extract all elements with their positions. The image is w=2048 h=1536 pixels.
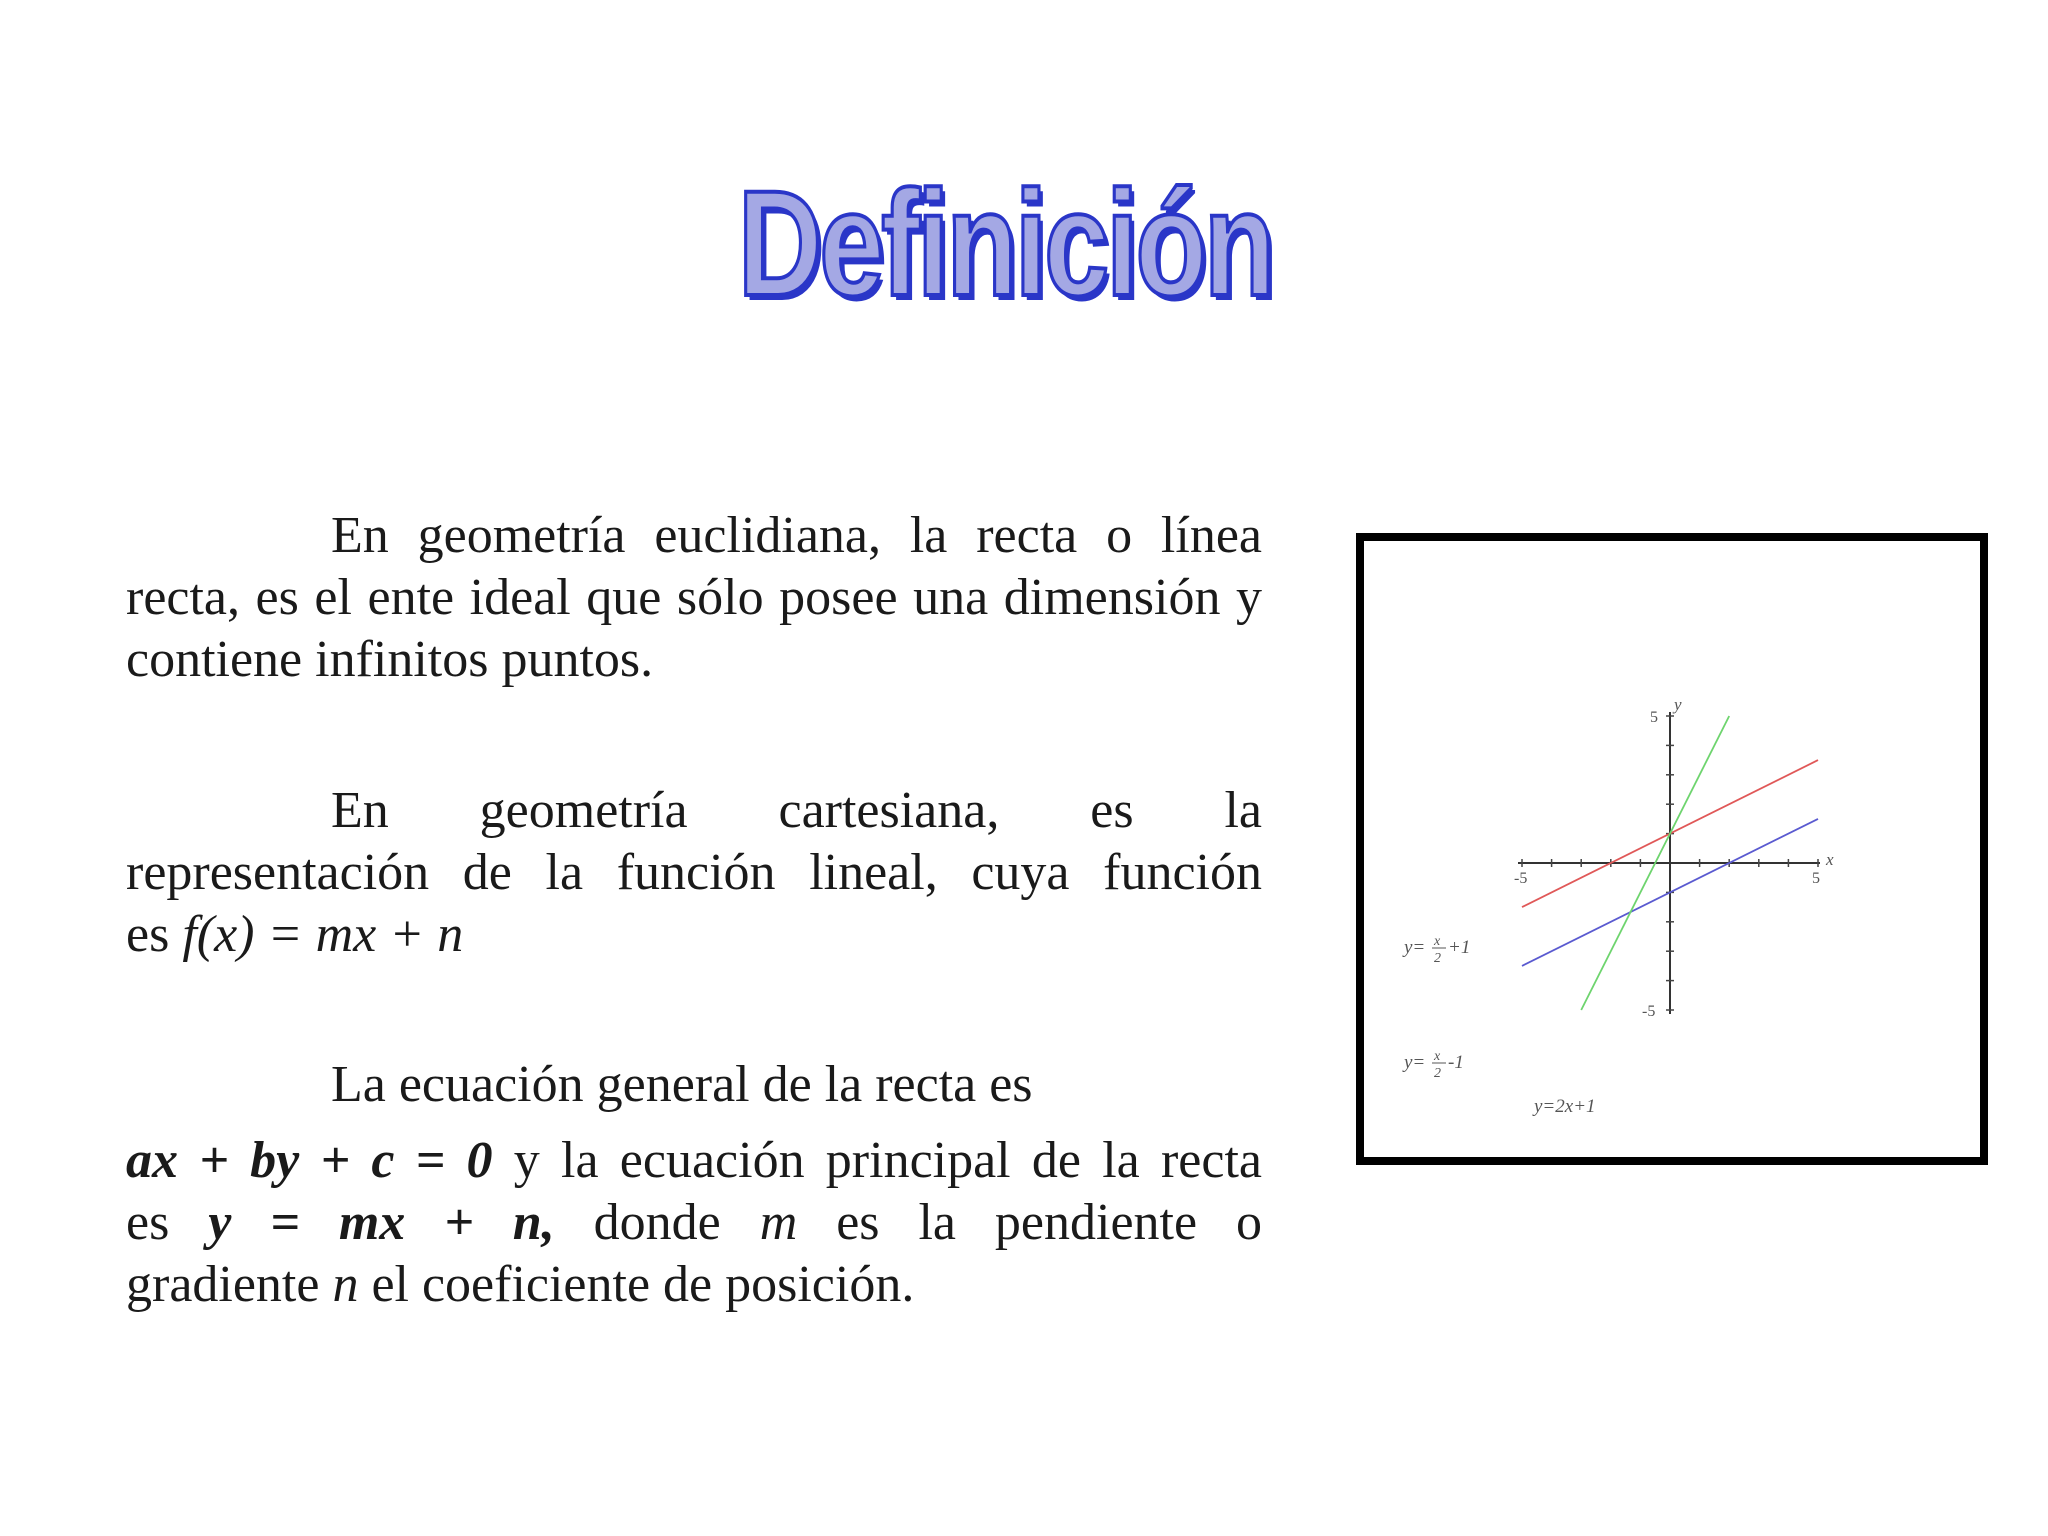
series-label-2 [1402,1049,1464,1081]
label-tail: +1 [1448,937,1471,958]
m-variable: m [759,1194,798,1251]
graph-canvas [1364,541,1980,1157]
line-graph [1356,533,1988,1165]
y-axis-label: y [1674,695,1682,714]
p1-line-3: dimensión y contiene infinitos puntos. [126,569,1262,688]
y-min-tick-label: -5 [1642,1003,1656,1020]
paragraph-equations [126,1130,1262,1316]
label-tail: -1 [1448,1052,1464,1073]
label-main: y= [1404,1052,1426,1073]
p1-line-2: recta, es el ente ideal que sólo posee una [126,569,989,626]
p1-line-1: En geometría euclidiana, la recta o línea [331,507,1262,564]
linear-function-formula: f(x) = mx + n [182,906,464,963]
series-label-1 [1402,934,1470,966]
principal-equation: y = mx + n, [208,1194,555,1251]
label-denominator: 2 [1434,951,1441,966]
p2-line-2: representación de la función lineal, cuya función [126,844,1262,901]
p3-line-3 [126,1192,1262,1254]
label-main: y= [1404,937,1426,958]
p3-line-1: La ecuación general de la recta es [331,1056,1033,1113]
label-denominator: 2 [1434,1066,1441,1081]
p3-gradiente: gradiente [126,1256,333,1313]
p3-pendiente: es la pendiente o [797,1194,1262,1251]
p2-es: es [126,906,183,963]
label-numerator: x [1434,934,1441,949]
paragraph-equation-intro [126,1054,1262,1116]
x-axis-label: x [1826,850,1834,869]
p2-line-1-row [126,780,1262,842]
label-numerator: x [1434,1049,1441,1064]
y-max-tick-label: 5 [1650,709,1658,726]
series-label-3: y=2x+1 [1534,1096,1596,1117]
p3-after-general: y la ecuación principal de la recta [492,1132,1262,1189]
p3-es: es [126,1194,209,1251]
n-variable: n [332,1256,359,1313]
p3-line-2 [126,1130,1262,1192]
p3-donde: donde [554,1194,760,1251]
x-min-tick-label: -5 [1514,870,1528,887]
p2-line-1: En geometría cartesiana, es la [331,782,1262,839]
p2-line-3 [126,904,1262,966]
p3-line-4 [126,1254,1262,1316]
slide-title: Definición [737,159,1273,327]
paragraph-euclidean [126,505,1262,691]
paragraph-cartesian [126,780,1262,966]
general-equation: ax + by + c = 0 [126,1132,493,1189]
p3-coeficiente: el coeficiente de posición. [358,1256,915,1313]
x-max-tick-label: 5 [1812,870,1820,887]
